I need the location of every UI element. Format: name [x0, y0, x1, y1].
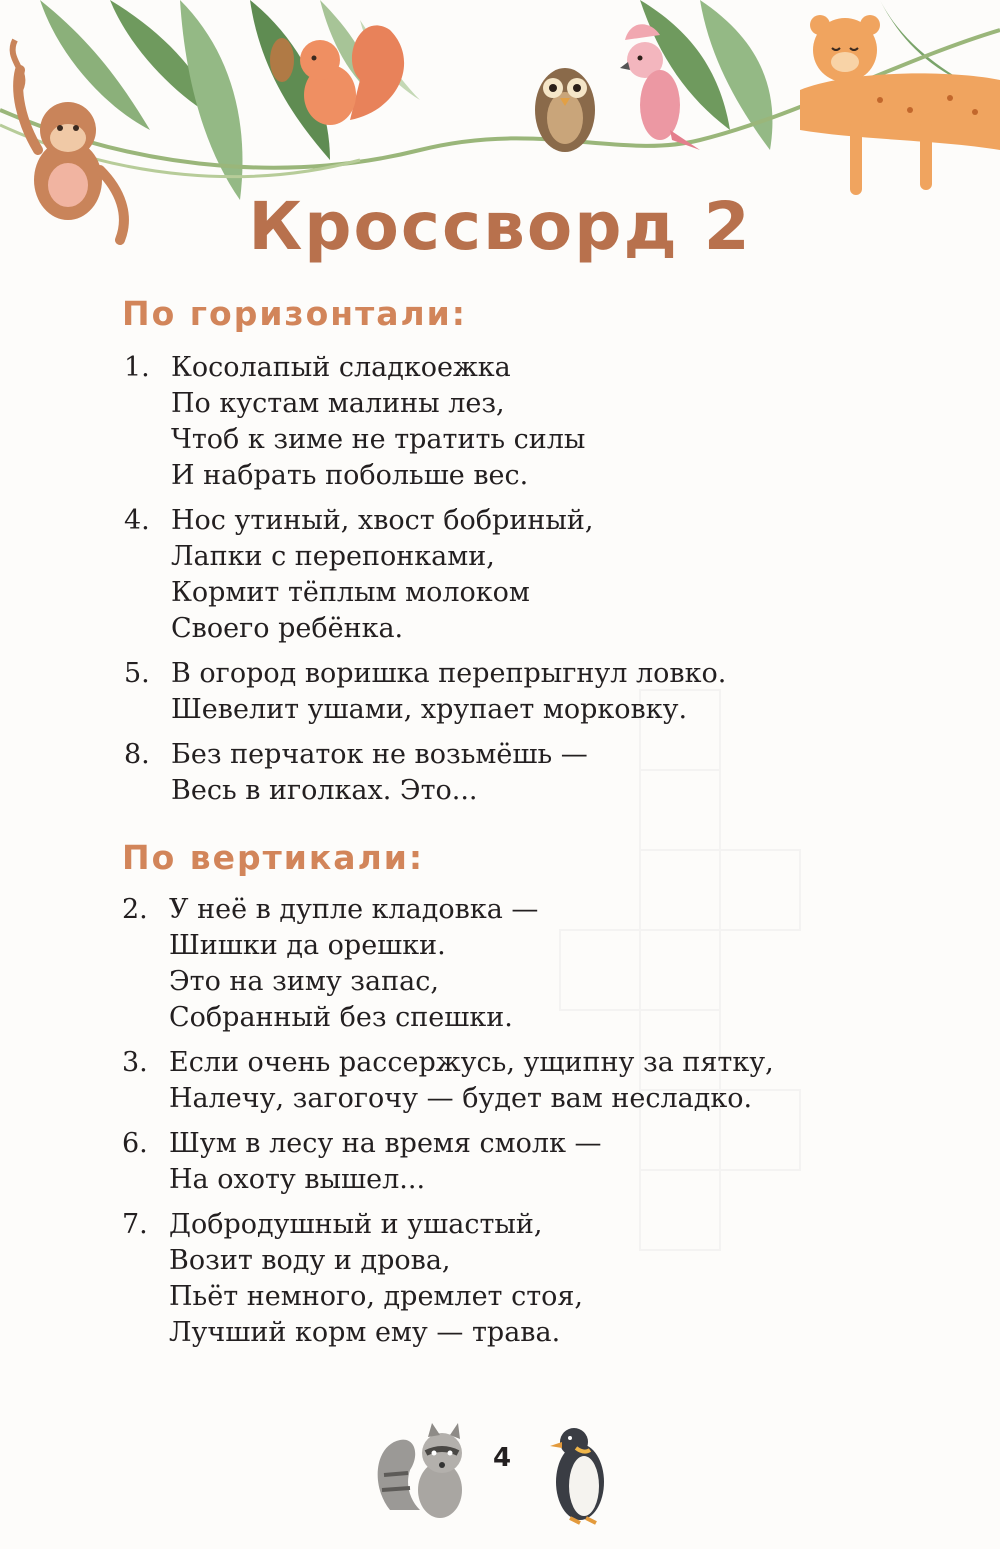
clue-line: У неё в дупле кладовка —: [169, 894, 539, 925]
clue-line: Шишки да орешки.: [169, 930, 446, 961]
clue-2: [122, 892, 774, 1036]
clue-6: [122, 1126, 774, 1198]
across-heading: По горизонтали:: [122, 294, 467, 333]
down-clues: [122, 892, 774, 1351]
clue-line: По кустам малины лез,: [171, 388, 505, 419]
clue-number: 8.: [124, 739, 150, 770]
raccoon-icon: [370, 1415, 480, 1525]
clue-line: Чтоб к зиме не тратить силы: [171, 424, 586, 455]
clue-line: И набрать побольше вес.: [171, 460, 529, 491]
clue-3: [122, 1045, 774, 1117]
clue-line: Косолапый сладкоежка: [171, 352, 511, 383]
clue-line: Кормит тёплым молоком: [171, 577, 530, 608]
clue-number: 2.: [122, 894, 148, 925]
clue-1: [124, 350, 726, 494]
clue-number: 4.: [124, 505, 150, 536]
clue-number: 5.: [124, 658, 150, 689]
clue-number: 1.: [124, 352, 150, 383]
clue-line: Добродушный и ушастый,: [169, 1209, 543, 1240]
clue-8: [124, 737, 726, 809]
clue-7: [122, 1207, 774, 1351]
clue-number: 3.: [122, 1047, 148, 1078]
clue-line: Своего ребёнка.: [171, 613, 404, 644]
clue-line: В огород воришка перепрыгнул ловко.: [171, 658, 727, 689]
clue-line: Если очень рассержусь, ущипну за пятку,: [169, 1047, 774, 1078]
clue-line: Собранный без спешки.: [169, 1002, 513, 1033]
clue-line: Шевелит ушами, хрупает морковку.: [171, 694, 688, 725]
clue-line: Это на зиму запас,: [169, 966, 439, 997]
clue-line: На охоту вышел...: [169, 1164, 426, 1195]
clue-line: Лапки с перепонками,: [171, 541, 495, 572]
clue-line: Возит воду и дрова,: [169, 1245, 451, 1276]
clue-line: Шум в лесу на время смолк —: [169, 1128, 602, 1159]
clue-5: [124, 656, 726, 728]
clue-number: 6.: [122, 1128, 148, 1159]
down-heading: По вертикали:: [122, 838, 425, 877]
clue-line: Пьёт немного, дремлет стоя,: [169, 1281, 584, 1312]
clue-4: [124, 503, 726, 647]
clue-line: Нос утиный, хвост бобриный,: [171, 505, 594, 536]
across-clues: [124, 350, 726, 809]
page-title: Кроссворд 2: [248, 188, 752, 265]
clue-line: Лучший корм ему — трава.: [169, 1317, 561, 1348]
clue-line: Без перчаток не возьмёшь —: [171, 739, 588, 770]
clue-number: 7.: [122, 1209, 148, 1240]
penguin-icon: [540, 1420, 620, 1525]
page-number: 4: [492, 1443, 512, 1473]
clue-line: Весь в иголках. Это...: [171, 775, 478, 806]
clue-line: Налечу, загогочу — будет вам несладко.: [169, 1083, 753, 1114]
